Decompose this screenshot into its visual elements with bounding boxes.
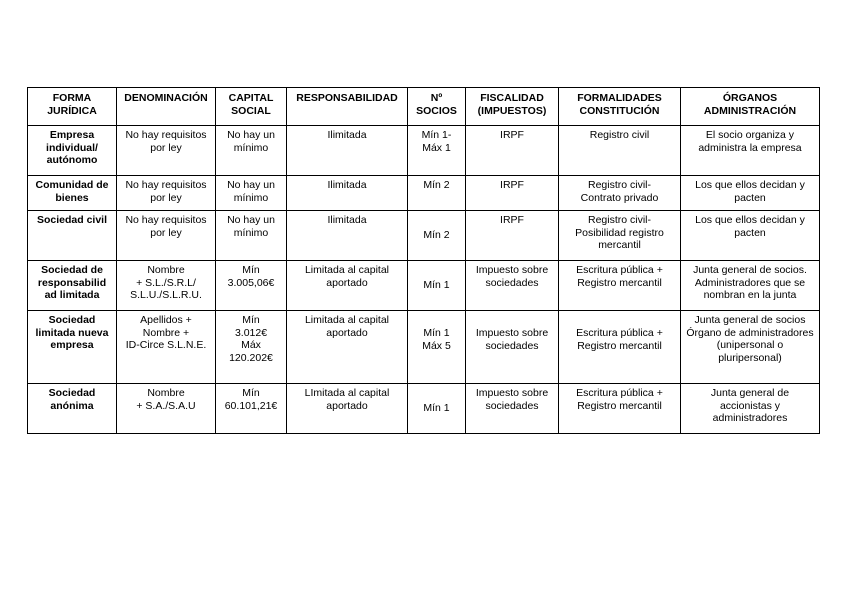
cell-denominacion: No hay requisitos por ley: [117, 211, 216, 261]
cell-fiscalidad: IRPF: [466, 126, 559, 176]
cell-formalidades: Escritura pública + Registro mercantil: [559, 384, 681, 434]
table-row: [28, 261, 820, 311]
header-capital-social: CAPITAL SOCIAL: [216, 88, 287, 126]
cell-responsabilidad: Limitada al capital aportado: [287, 261, 408, 311]
cell-denominacion: Apellidos + Nombre + ID-Circe S.L.N.E.: [117, 311, 216, 384]
cell-responsabilidad: Limitada al capital aportado: [287, 311, 408, 384]
header-fiscalidad: FISCALIDAD (IMPUESTOS): [466, 88, 559, 126]
cell-denominacion: Nombre + S.A./S.A.U: [117, 384, 216, 434]
cell-forma: Sociedad anónima: [28, 384, 117, 434]
table-row: [28, 211, 820, 261]
header-formalidades: FORMALIDADES CONSTITUCIÓN: [559, 88, 681, 126]
cell-socios: Mín 1- Máx 1: [408, 126, 466, 176]
header-responsabilidad: RESPONSABILIDAD: [287, 88, 408, 126]
cell-fiscalidad: IRPF: [466, 176, 559, 211]
cell-socios: Mín 1: [408, 384, 466, 434]
cell-forma: Empresa individual/ autónomo: [28, 126, 117, 176]
cell-capital: No hay un mínimo: [216, 211, 287, 261]
cell-socios: Mín 1: [408, 261, 466, 311]
cell-capital: Mín 3.005,06€: [216, 261, 287, 311]
cell-organos: Junta general de socios. Administradores que se nombran en la junta: [681, 261, 820, 311]
cell-responsabilidad: Ilimitada: [287, 126, 408, 176]
cell-formalidades: Escritura pública + Registro mercantil: [559, 261, 681, 311]
cell-capital: Mín 3.012€ Máx 120.202€: [216, 311, 287, 384]
cell-fiscalidad: Impuesto sobre sociedades: [466, 311, 559, 384]
table-row: [28, 176, 820, 211]
cell-denominacion: No hay requisitos por ley: [117, 126, 216, 176]
cell-socios: Mín 2: [408, 211, 466, 261]
cell-formalidades: Registro civil- Posibilidad registro mercantil: [559, 211, 681, 261]
cell-organos: Los que ellos decidan y pacten: [681, 211, 820, 261]
header-num-socios: Nº SOCIOS: [408, 88, 466, 126]
cell-organos: El socio organiza y administra la empresa: [681, 126, 820, 176]
cell-formalidades: Registro civil: [559, 126, 681, 176]
cell-organos: Los que ellos decidan y pacten: [681, 176, 820, 211]
cell-denominacion: Nombre + S.L./S.R.L/ S.L.U./S.L.R.U.: [117, 261, 216, 311]
table-row: [28, 384, 820, 434]
cell-capital: No hay un mínimo: [216, 176, 287, 211]
cell-fiscalidad: Impuesto sobre sociedades: [466, 384, 559, 434]
cell-responsabilidad: Ilimitada: [287, 176, 408, 211]
cell-forma: Sociedad limitada nueva empresa: [28, 311, 117, 384]
cell-forma: Comunidad de bienes: [28, 176, 117, 211]
cell-responsabilidad: Ilimitada: [287, 211, 408, 261]
cell-fiscalidad: Impuesto sobre sociedades: [466, 261, 559, 311]
cell-organos: Junta general de accionistas y administradores: [681, 384, 820, 434]
header-organos: ÓRGANOS ADMINISTRACIÓN: [681, 88, 820, 126]
cell-capital: No hay un mínimo: [216, 126, 287, 176]
cell-formalidades: Registro civil- Contrato privado: [559, 176, 681, 211]
cell-socios: Mín 2: [408, 176, 466, 211]
table-row: [28, 311, 820, 384]
cell-forma: Sociedad civil: [28, 211, 117, 261]
cell-socios: Mín 1 Máx 5: [408, 311, 466, 384]
cell-denominacion: No hay requisitos por ley: [117, 176, 216, 211]
cell-organos: Junta general de socios Órgano de administradores (unipersonal o pluripersonal): [681, 311, 820, 384]
cell-forma: Sociedad de responsabilid ad limitada: [28, 261, 117, 311]
header-denominacion: DENOMINACIÓN: [117, 88, 216, 126]
cell-capital: Mín 60.101,21€: [216, 384, 287, 434]
header-forma-juridica: FORMA JURÍDICA: [28, 88, 117, 126]
table-row: [28, 126, 820, 176]
header-row: [28, 88, 820, 126]
cell-responsabilidad: LImitada al capital aportado: [287, 384, 408, 434]
cell-fiscalidad: IRPF: [466, 211, 559, 261]
cell-formalidades: Escritura pública + Registro mercantil: [559, 311, 681, 384]
legal-forms-table: [27, 87, 820, 434]
